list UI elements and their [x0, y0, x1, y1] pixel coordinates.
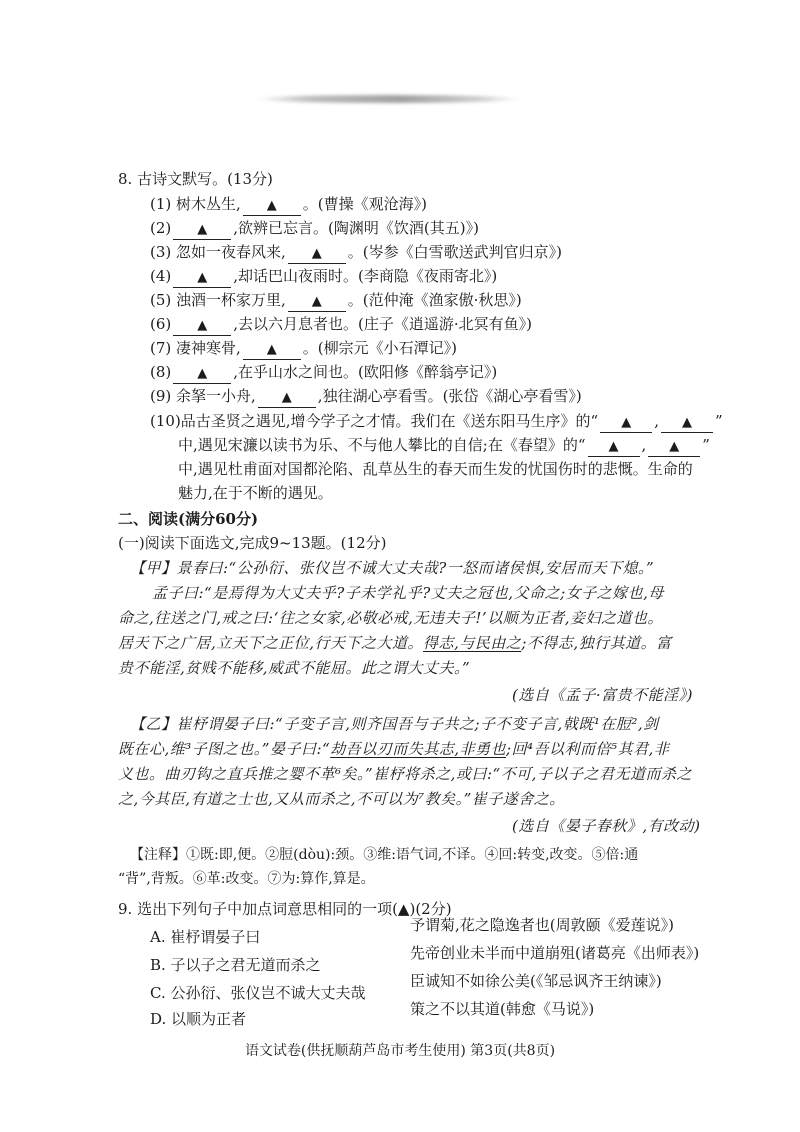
- answer-blank[interactable]: ▲: [258, 388, 316, 408]
- section2-sub1: (一)阅读下面选文,完成9~13题。(12分): [118, 534, 387, 552]
- q8-item-10-line1: (10)品古圣贤之遇见,增今学子之才情。我们在《送东阳马生序》的“ ▲ , ▲ ”: [150, 410, 723, 433]
- q9-option-d-compare: 策之不以其道(韩愈《马说》): [410, 1000, 595, 1018]
- q9-option-c[interactable]: C. 公孙衍、张仪岂不诚大丈夫哉: [150, 984, 366, 1002]
- q8-item-6: (6) ▲ ,去以六月息者也。(庄子《逍遥游·北冥有鱼》): [150, 313, 532, 336]
- q9-option-b[interactable]: B. 子以子之君无道而杀之: [150, 956, 321, 974]
- q9-option-b-compare: 先帝创业未半而中道崩殂(诸葛亮《出师表》): [410, 944, 700, 962]
- underlined-phrase: 劫吾以刃而失其志,非勇也: [330, 740, 506, 758]
- yi-line-1: 【乙】崔杼谓晏子曰:“子变子言,则齐国吾与子共之;子不变子言,戟既¹在脰²,剑: [130, 715, 659, 733]
- page-footer: 语文试卷(供抚顺葫芦岛市考生使用) 第3页(共8页): [244, 1043, 556, 1059]
- q9-option-a[interactable]: A. 崔杼谓晏子曰: [150, 928, 261, 946]
- yi-source: (选自《晏子春秋》,有改动): [512, 817, 701, 835]
- jia-line-5: 贵不能淫,贫贱不能移,威武不能屈。此之谓大丈夫。”: [118, 659, 471, 677]
- answer-blank[interactable]: ▲: [173, 316, 231, 336]
- answer-blank[interactable]: ▲: [661, 413, 713, 433]
- q8-item-8: (8) ▲ ,在乎山水之间也。(欧阳修《醉翁亭记》): [150, 361, 497, 384]
- q9-option-d[interactable]: D. 以顺为正者: [150, 1010, 247, 1028]
- section2-title: 二、阅读(满分60分): [118, 510, 259, 528]
- notes-line-1: 【注释】①既:即,便。②脰(dòu):颈。③维:语气词,不译。④回:转变,改变。⑤倍:通: [130, 847, 639, 863]
- notes-line-2: “背”,背叛。⑥革:改变。⑦为:算作,算是。: [118, 871, 375, 887]
- underlined-phrase: 得志,与民由之: [423, 634, 522, 652]
- jia-source: (选自《孟子·富贵不能淫》): [512, 686, 693, 704]
- q8-item-5: (5) 浊酒一杯家万里, ▲ 。(范仲淹《渔家傲·秋思》): [150, 289, 522, 312]
- jia-line-1: 【甲】景春曰:“公孙衍、张仪岂不诚大丈夫哉?一怒而诸侯惧,安居而天下熄。”: [130, 559, 655, 577]
- q9-option-c-compare: 臣诚知不如徐公美(《邹忌讽齐王纳谏》): [410, 972, 662, 990]
- answer-blank[interactable]: ▲: [173, 268, 231, 288]
- q9-option-a-compare: 予谓菊,花之隐逸者也(周敦颐《爱莲说》): [410, 916, 674, 934]
- q8-item-3: (3) 忽如一夜春风来, ▲ 。(岑参《白雪歌送武判官归京》): [150, 241, 562, 264]
- yi-line-3: 义也。曲刃钩之直兵推之婴不革⁶矣。”崔杼将杀之,或曰:“不可,子以子之君无道而杀之: [118, 765, 692, 783]
- q8-title: 8. 古诗文默写。(13分): [118, 170, 273, 188]
- jia-line-4: 居天下之广居,立天下之正位,行天下之大道。得志,与民由之;不得志,独行其道。富: [118, 634, 672, 652]
- q8-item-4: (4) ▲ ,却话巴山夜雨时。(李商隐《夜雨寄北》): [150, 265, 497, 288]
- answer-blank[interactable]: ▲: [243, 340, 301, 360]
- answer-blank[interactable]: ▲: [588, 437, 640, 457]
- answer-blank[interactable]: ▲: [243, 196, 301, 216]
- answer-blank[interactable]: ▲: [173, 364, 231, 384]
- yi-line-2: 既在心,维³子图之也。”晏子曰:“劫吾以刃而失其志,非勇也;回⁴吾以利而倍⁵其君,非: [118, 740, 670, 758]
- q8-item-10-line3: 中,遇见杜甫面对国都沦陷、乱草丛生的春天而生发的忧国伤时的悲慨。生命的: [178, 460, 693, 478]
- jia-line-2: 孟子曰:“是焉得为大丈夫乎?子未学礼乎?丈夫之冠也,父命之;女子之嫁也,母: [152, 584, 664, 602]
- q9-title: 9. 选出下列句子中加点词意思相同的一项(▲)(2分): [118, 900, 452, 918]
- answer-blank[interactable]: ▲: [288, 292, 346, 312]
- answer-blank[interactable]: ▲: [600, 413, 652, 433]
- yi-line-4: 之,今其臣,有道之士也,又从而杀之,不可以为⁷教矣。”崔子遂舍之。: [118, 790, 565, 808]
- answer-blank[interactable]: ▲: [648, 437, 700, 457]
- answer-blank[interactable]: ▲: [173, 220, 231, 240]
- q8-item-10-line4: 魅力,在于不断的遇见。: [178, 484, 333, 502]
- q8-item-1: (1) 树木丛生, ▲ 。(曹操《观沧海》): [150, 193, 427, 216]
- q8-item-2: (2) ▲ ,欲辨已忘言。(陶渊明《饮酒(其五)》): [150, 217, 479, 240]
- jia-line-3: 命之,往送之门,戒之曰:‘往之女家,必敬必戒,无违夫子!’以顺为正者,妾妇之道也。: [118, 609, 663, 627]
- q8-item-9: (9) 余拏一小舟, ▲ ,独往湖心亭看雪。(张岱《湖心亭看雪》): [150, 385, 582, 408]
- answer-blank[interactable]: ▲: [288, 244, 346, 264]
- q8-item-10-line2: 中,遇见宋濂以读书为乐、不与他人攀比的自信;在《春望》的“ ▲ , ▲ ”: [178, 434, 710, 457]
- q8-item-7: (7) 凄神寒骨, ▲ 。(柳宗元《小石潭记》): [150, 337, 457, 360]
